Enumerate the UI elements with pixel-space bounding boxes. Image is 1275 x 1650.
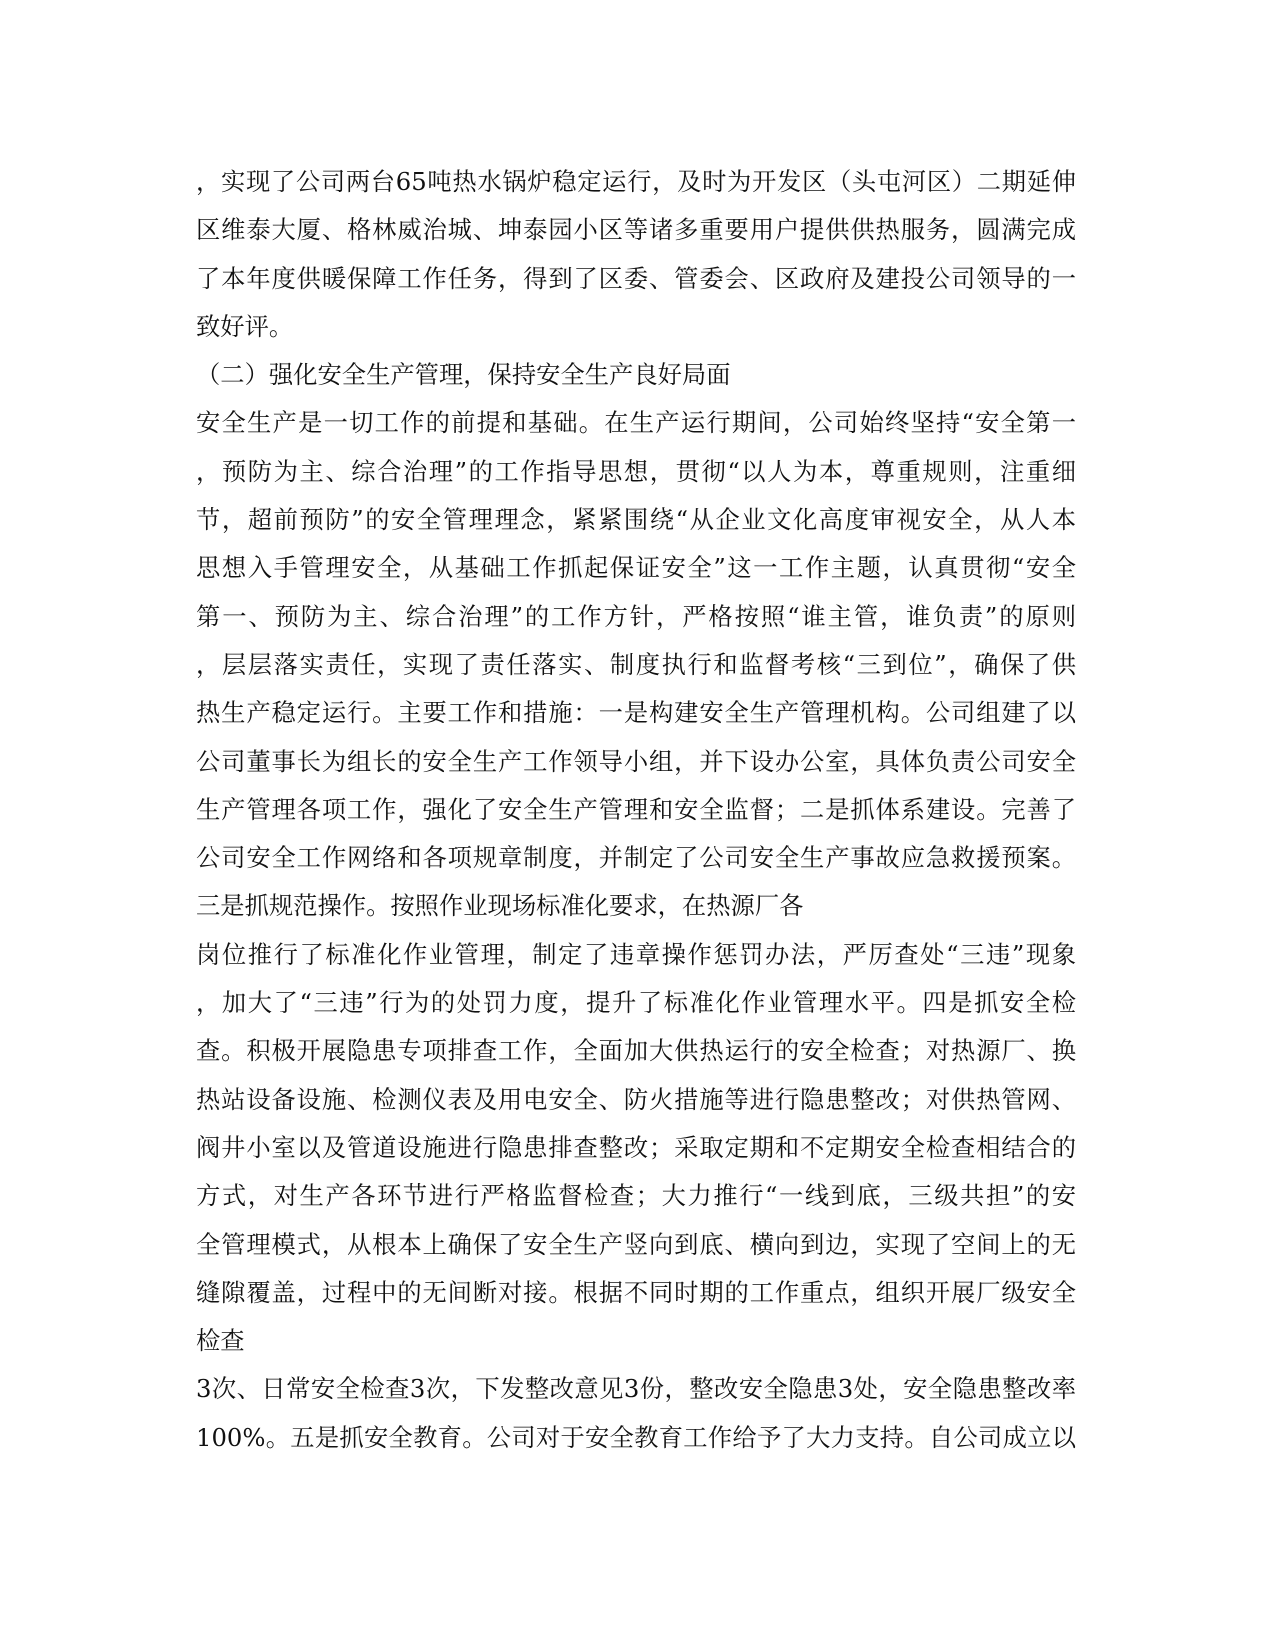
text-line: 100%。五是抓安全教育。公司对于安全教育工作给予了大力支持。自公司成立以 xyxy=(196,1422,1076,1452)
text-line: 公司董事长为组长的安全生产工作领导小组，并下设办公室，具体负责公司安全 xyxy=(196,746,1076,776)
text-line: 生产管理各项工作，强化了安全生产管理和安全监督；二是抓体系建设。完善了 xyxy=(196,794,1076,824)
text-line: ，层层落实责任，实现了责任落实、制度执行和监督考核“三到位”，确保了供 xyxy=(196,649,1076,679)
section-heading: （二）强化安全生产管理，保持安全生产良好局面 xyxy=(196,360,731,390)
text-line: 方式，对生产各环节进行严格监督检查；大力推行“一线到底，三级共担”的安 xyxy=(196,1181,1076,1211)
text-line: 致好评。 xyxy=(196,311,294,341)
text-line: 阀井小室以及管道设施进行隐患排查整改；采取定期和不定期安全检查相结合的 xyxy=(196,1132,1076,1162)
text-line: 缝隙覆盖，过程中的无间断对接。根据不同时期的工作重点，组织开展厂级安全 xyxy=(196,1277,1076,1307)
text-line: 公司安全工作网络和各项规章制度，并制定了公司安全生产事故应急救援预案。 xyxy=(196,843,1076,873)
text-line: 岗位推行了标准化作业管理，制定了违章操作惩罚办法，严厉查处“三违”现象 xyxy=(196,939,1076,969)
text-line: ，加大了“三违”行为的处罚力度，提升了标准化作业管理水平。四是抓安全检 xyxy=(196,988,1076,1018)
text-line: 检查 xyxy=(196,1326,245,1356)
text-line: 节，超前预防”的安全管理理念，紧紧围绕“从企业文化高度审视安全，从人本 xyxy=(196,505,1076,535)
text-line: 三是抓规范操作。按照作业现场标准化要求，在热源厂各 xyxy=(196,891,804,921)
text-line: 热站设备设施、检测仪表及用电安全、防火措施等进行隐患整改；对供热管网、 xyxy=(196,1084,1076,1114)
body-text xyxy=(196,158,1076,1462)
text-line: 热生产稳定运行。主要工作和措施：一是构建安全生产管理机构。公司组建了以 xyxy=(196,698,1076,728)
text-line: 3次、日常安全检查3次，下发整改意见3份，整改安全隐患3处，安全隐患整改率 xyxy=(196,1374,1076,1404)
text-line: ，预防为主、综合治理”的工作指导思想，贯彻“以人为本，尊重规则，注重细 xyxy=(196,456,1076,486)
text-line: 思想入手管理安全，从基础工作抓起保证安全”这一工作主题，认真贯彻“安全 xyxy=(196,553,1076,583)
text-line: 第一、预防为主、综合治理”的工作方针，严格按照“谁主管，谁负责”的原则 xyxy=(196,601,1076,631)
text-line: 安全生产是一切工作的前提和基础。在生产运行期间，公司始终坚持“安全第一 xyxy=(196,408,1076,438)
text-line: 区维泰大厦、格林威治城、坤泰园小区等诸多重要用户提供供热服务，圆满完成 xyxy=(196,215,1076,245)
text-line: 全管理模式，从根本上确保了安全生产竖向到底、横向到边，实现了空间上的无 xyxy=(196,1229,1076,1259)
text-line: 查。积极开展隐患专项排查工作，全面加大供热运行的安全检查；对热源厂、换 xyxy=(196,1036,1076,1066)
text-line: 了本年度供暖保障工作任务，得到了区委、管委会、区政府及建投公司领导的一 xyxy=(196,263,1076,293)
text-line: ，实现了公司两台65吨热水锅炉稳定运行，及时为开发区（头屯河区）二期延伸 xyxy=(196,167,1076,196)
